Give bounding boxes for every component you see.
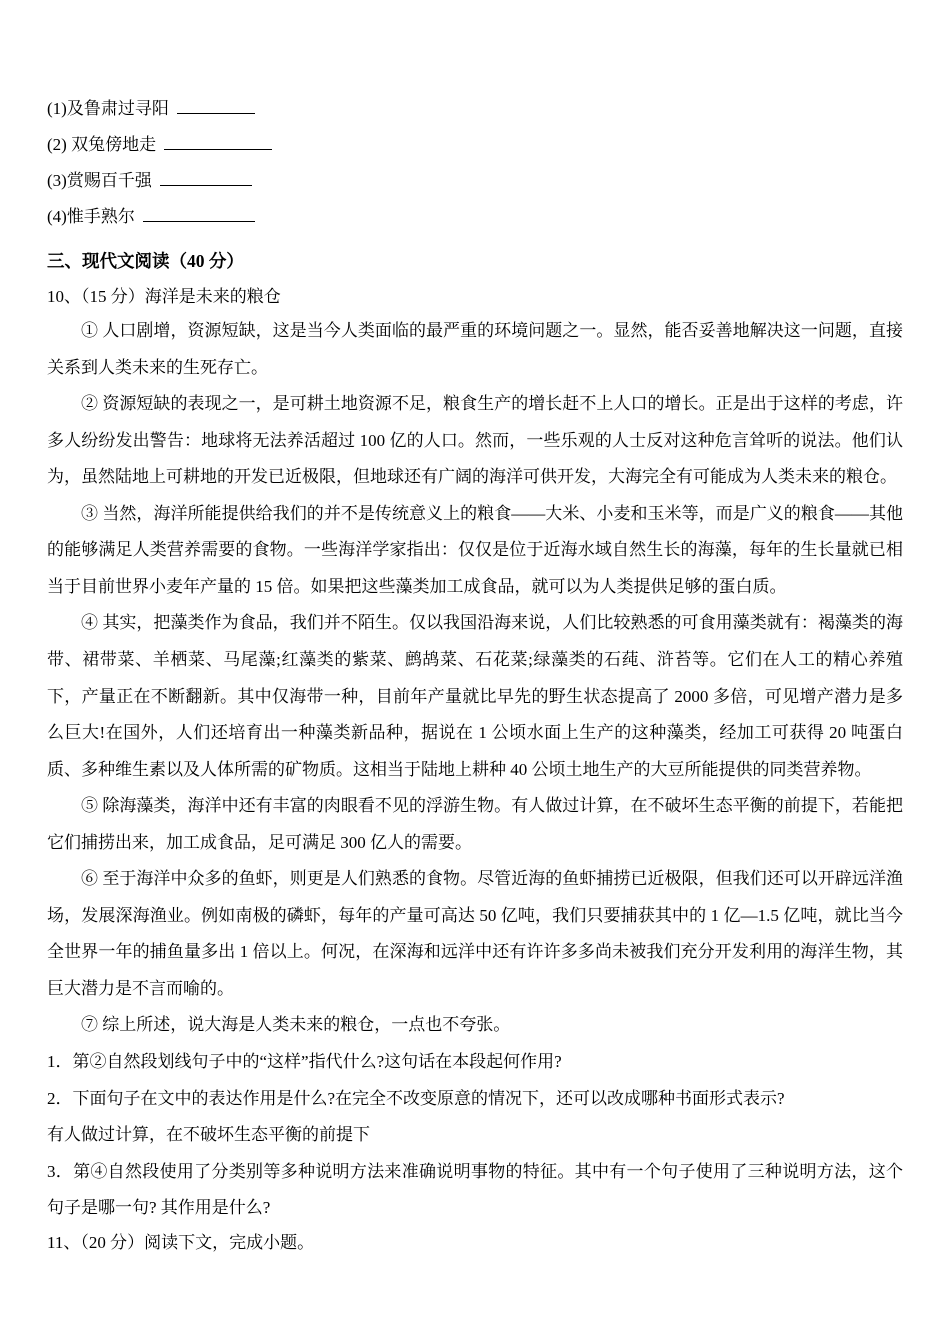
passage-paragraph-5: ⑤ 除海藻类，海洋中还有丰富的肉眼看不见的浮游生物。有人做过计算，在不破坏生态平衡的前提下，若能把它们捕捞出来，加工成食品，足可满足 300 亿人的需要。 — [47, 796, 903, 852]
question-10-title: 10、（15 分）海洋是未来的粮仓 — [47, 286, 281, 306]
fill-blank-item-1 — [47, 95, 903, 123]
answer-blank-line-4 — [143, 205, 255, 222]
fill-blank-label-4: (4)惟手熟尔 — [47, 207, 135, 226]
fill-blank-label-3: (3)赏赐百千强 — [47, 171, 152, 190]
passage-paragraph-6: ⑥ 至于海洋中众多的鱼虾，则更是人们熟悉的食物。尽管近海的鱼虾捕捞已近极限，但我们还可以开辟远洋渔场，发展深海渔业。例如南极的磷虾，每年的产量可高达 50 亿吨，我们只要捕获其中的 1 亿—1.5 亿吨，就比当今全世界一年的捕鱼量多出 1 倍以上。何况，在深海和远洋中还有许许多多尚未被我们充分开发利用的海洋生物，其巨大潜力是不言而喻的。 — [47, 869, 903, 998]
answer-blank-line-1 — [177, 97, 255, 114]
section-header-modern-reading: 三、现代文阅读（40 分） — [47, 251, 244, 271]
fill-blank-item-4 — [47, 203, 903, 231]
answer-blank-line-3 — [160, 169, 252, 186]
sub-question-3: 3．第④自然段使用了分类别等多种说明方法来准确说明事物的特征。其中有一个句子使用了三种说明方法，这个句子是哪一句? 其作用是什么? — [47, 1161, 903, 1218]
answer-blank-line-2 — [164, 133, 272, 150]
question-11-title: 11、（20 分）阅读下文，完成小题。 — [47, 1232, 315, 1252]
fill-blank-item-2 — [47, 131, 903, 159]
sub-question-2: 2．下面句子在文中的表达作用是什么?在完全不改变原意的情况下，还可以改成哪种书面形式表示? — [47, 1088, 785, 1108]
sub-question-2-quoted-sentence: 有人做过计算，在不破坏生态平衡的前提下 — [47, 1125, 370, 1145]
passage-paragraph-7: ⑦ 综上所述，说大海是人类未来的粮仓，一点也不夸张。 — [81, 1015, 511, 1035]
passage-paragraph-2: ② 资源短缺的表现之一，是可耕土地资源不足，粮食生产的增长赶不上人口的增长。正是出于这样的考虑，许多人纷纷发出警告：地球将无法养活超过 100 亿的人口。然而，一些乐观的人士反对这种危言耸听的说法。他们认为，虽然陆地上可耕地的开发已近极限，但地球还有广阔的海洋可供开发，大海完全有可能成为人类未来的粮仓。 — [47, 394, 903, 487]
passage-paragraph-3: ③ 当然，海洋所能提供给我们的并不是传统意义上的粮食——大米、小麦和玉米等，而是广义的粮食——其他的能够满足人类营养需要的食物。一些海洋学家指出：仅仅是位于近海水域自然生长的海藻，每年的生长量就已相当于目前世界小麦年产量的 15 倍。如果把这些藻类加工成食品，就可以为人类提供足够的蛋白质。 — [47, 503, 903, 596]
sub-question-1: 1．第②自然段划线句子中的“这样”指代什么?这句话在本段起何作用? — [47, 1051, 562, 1071]
passage-paragraph-1: ① 人口剧增，资源短缺，这是当今人类面临的最严重的环境问题之一。显然，能否妥善地解决这一问题，直接关系到人类未来的生死存亡。 — [47, 321, 903, 377]
fill-blank-label-1: (1)及鲁肃过寻阳 — [47, 99, 169, 118]
fill-blank-item-3 — [47, 167, 903, 195]
passage-paragraph-4: ④ 其实，把藻类作为食品，我们并不陌生。仅以我国沿海来说，人们比较熟悉的可食用藻类就有：褐藻类的海带、裙带菜、羊栖菜、马尾藻;红藻类的紫菜、鹧鸪菜、石花菜;绿藻类的石莼、浒苔等。它们在人工的精心养殖下，产量正在不断翻新。其中仅海带一种，目前年产量就比早先的野生状态提高了 2000 多倍，可见增产潜力是多么巨大!在国外，人们还培育出一种藻类新品种，据说在 1 公顷水面上生产的这种藻类，经加工可获得 20 吨蛋白质、多种维生素以及人体所需的矿物质。这相当于陆地上耕种 40 公顷土地生产的大豆所能提供的同类营养物。 — [47, 613, 903, 779]
fill-blank-label-2: (2) 双兔傍地走 — [47, 135, 157, 154]
